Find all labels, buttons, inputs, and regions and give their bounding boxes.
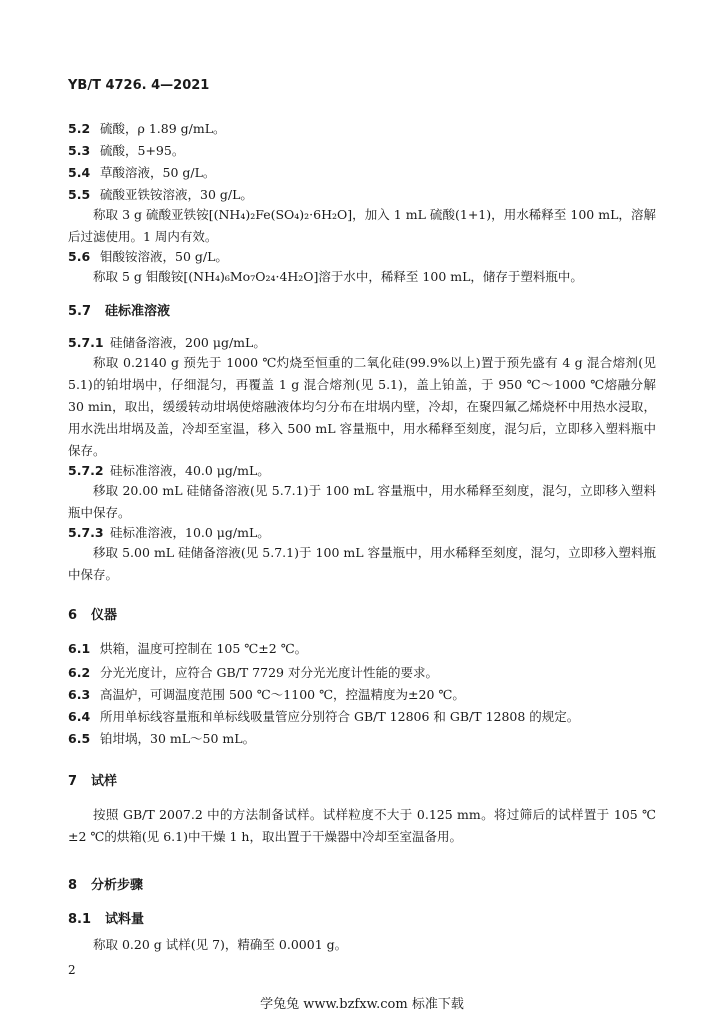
- clause-text: 烘箱，温度可控制在 105 ℃±2 ℃。: [100, 641, 308, 656]
- standard-number: YB/T 4726. 4—2021: [68, 78, 210, 93]
- heading-number: 7: [68, 774, 78, 789]
- clause-text: 草酸溶液，50 g/L。: [100, 165, 216, 180]
- clause-6-4: [68, 708, 579, 726]
- clause-number: 5.2: [68, 121, 91, 136]
- clause-5-4: [68, 164, 215, 182]
- clause-text: 钼酸铵溶液，50 g/L。: [100, 249, 228, 264]
- section-heading-7: [68, 770, 117, 789]
- clause-number: 6.1: [68, 641, 91, 656]
- clause-text: 硅标准溶液，40.0 μg/mL。: [110, 463, 270, 478]
- clause-5-5-description: 称取 3 g 硫酸亚铁铵[(NH₄)₂Fe(SO₄)₂·6H₂O]，加入 1 mL 硫酸(1+1)，用水稀释至 100 mL，溶解后过滤使用。1 周内有效。: [68, 207, 656, 244]
- clause-text: 分光光度计，应符合 GB/T 7729 对分光光度计性能的要求。: [100, 665, 438, 680]
- clause-6-5: [68, 730, 255, 748]
- heading-text: 试料量: [105, 912, 145, 927]
- clause-6-2: [68, 664, 438, 682]
- heading-text: 硅标准溶液: [105, 304, 171, 319]
- clause-5-7-3: [68, 524, 270, 542]
- clause-5-7-1-description: 称取 0.2140 g 预先于 1000 ℃灼烧至恒重的二氧化硅(99.9%以上)置于预先盛有 4 g 混合熔剂(见 5.1)的铂坩埚中，仔细混匀，再覆盖 1 g 混合熔剂(见 5.1)，盖上铂盖，于 950 ℃～1000 ℃熔融分解 30 min，取出，缓缓转动坩埚使熔融液体均匀分布在坩埚内壁，冷却，在聚四氟乙烯烧杯中用热水浸取，用水洗出坩埚及盖，冷却至室温，移入 500 mL 容量瓶中，用水稀释至刻度，混匀后，立即移入塑料瓶中保存。: [68, 355, 656, 458]
- section-heading-6: [68, 604, 117, 623]
- clause-number: 5.5: [68, 187, 91, 202]
- clause-number: 6.2: [68, 665, 91, 680]
- clause-text: 硅标准溶液，10.0 μg/mL。: [110, 525, 270, 540]
- heading-text: 试样: [91, 774, 118, 789]
- clause-number: 5.4: [68, 165, 91, 180]
- heading-text: 仪器: [91, 608, 118, 623]
- clause-5-7-1: [68, 334, 266, 352]
- heading-number: 8.1: [68, 912, 92, 927]
- heading-text: 分析步骤: [91, 878, 144, 893]
- clause-text: 高温炉，可调温度范围 500 ℃～1100 ℃，控温精度为±20 ℃。: [100, 687, 465, 702]
- section-7-description: 按照 GB/T 2007.2 中的方法制备试样。试样粒度不大于 0.125 mm。将过筛后的试样置于 105 ℃±2 ℃的烘箱(见 6.1)中干燥 1 h，取出置于干燥器中冷却至室温备用。: [68, 807, 656, 844]
- clause-text: 所用单标线容量瓶和单标线吸量管应分别符合 GB/T 12806 和 GB/T 12808 的规定。: [100, 709, 580, 724]
- heading-number: 6: [68, 608, 78, 623]
- clause-5-6-description: 称取 5 g 钼酸铵[(NH₄)₆Mo₇O₂₄·4H₂O]溶于水中，稀释至 100 mL，储存于塑料瓶中。: [93, 269, 583, 284]
- clause-5-6: [68, 248, 228, 266]
- clause-number: 5.3: [68, 143, 91, 158]
- heading-number: 8: [68, 878, 78, 893]
- clause-5-7-2-description: 移取 20.00 mL 硅储备溶液(见 5.7.1)于 100 mL 容量瓶中，用水稀释至刻度，混匀，立即移入塑料瓶中保存。: [68, 483, 656, 520]
- clause-6-3: [68, 686, 465, 704]
- section-heading-5-7: [68, 300, 170, 319]
- footer-watermark: 学兔兔 www.bzfxw.com 标准下载: [260, 997, 464, 1012]
- page-number: 2: [68, 963, 76, 977]
- clause-number: 5.7.3: [68, 525, 104, 540]
- clause-text: 铂坩埚，30 mL～50 mL。: [100, 731, 256, 746]
- section-heading-8-1: [68, 908, 144, 927]
- clause-number: 6.5: [68, 731, 91, 746]
- clause-5-3: [68, 142, 184, 160]
- clause-text: 硅储备溶液，200 μg/mL。: [110, 335, 266, 350]
- clause-number: 5.7.2: [68, 463, 104, 478]
- clause-5-2: [68, 120, 226, 138]
- clause-6-1: [68, 640, 307, 658]
- clause-text: 硫酸，ρ 1.89 g/mL。: [100, 121, 226, 136]
- clause-5-7-2: [68, 462, 270, 480]
- clause-number: 6.4: [68, 709, 91, 724]
- clause-8-1-description: 称取 0.20 g 试样(见 7)，精确至 0.0001 g。: [93, 937, 348, 952]
- heading-number: 5.7: [68, 304, 92, 319]
- section-heading-8: [68, 874, 143, 893]
- clause-number: 5.7.1: [68, 335, 104, 350]
- clause-number: 6.3: [68, 687, 91, 702]
- clause-number: 5.6: [68, 249, 91, 264]
- clause-5-7-3-description: 移取 5.00 mL 硅储备溶液(见 5.7.1)于 100 mL 容量瓶中，用水稀释至刻度，混匀，立即移入塑料瓶中保存。: [68, 545, 656, 582]
- clause-5-5: [68, 186, 253, 204]
- clause-text: 硫酸，5+95。: [100, 143, 185, 158]
- clause-text: 硫酸亚铁铵溶液，30 g/L。: [100, 187, 253, 202]
